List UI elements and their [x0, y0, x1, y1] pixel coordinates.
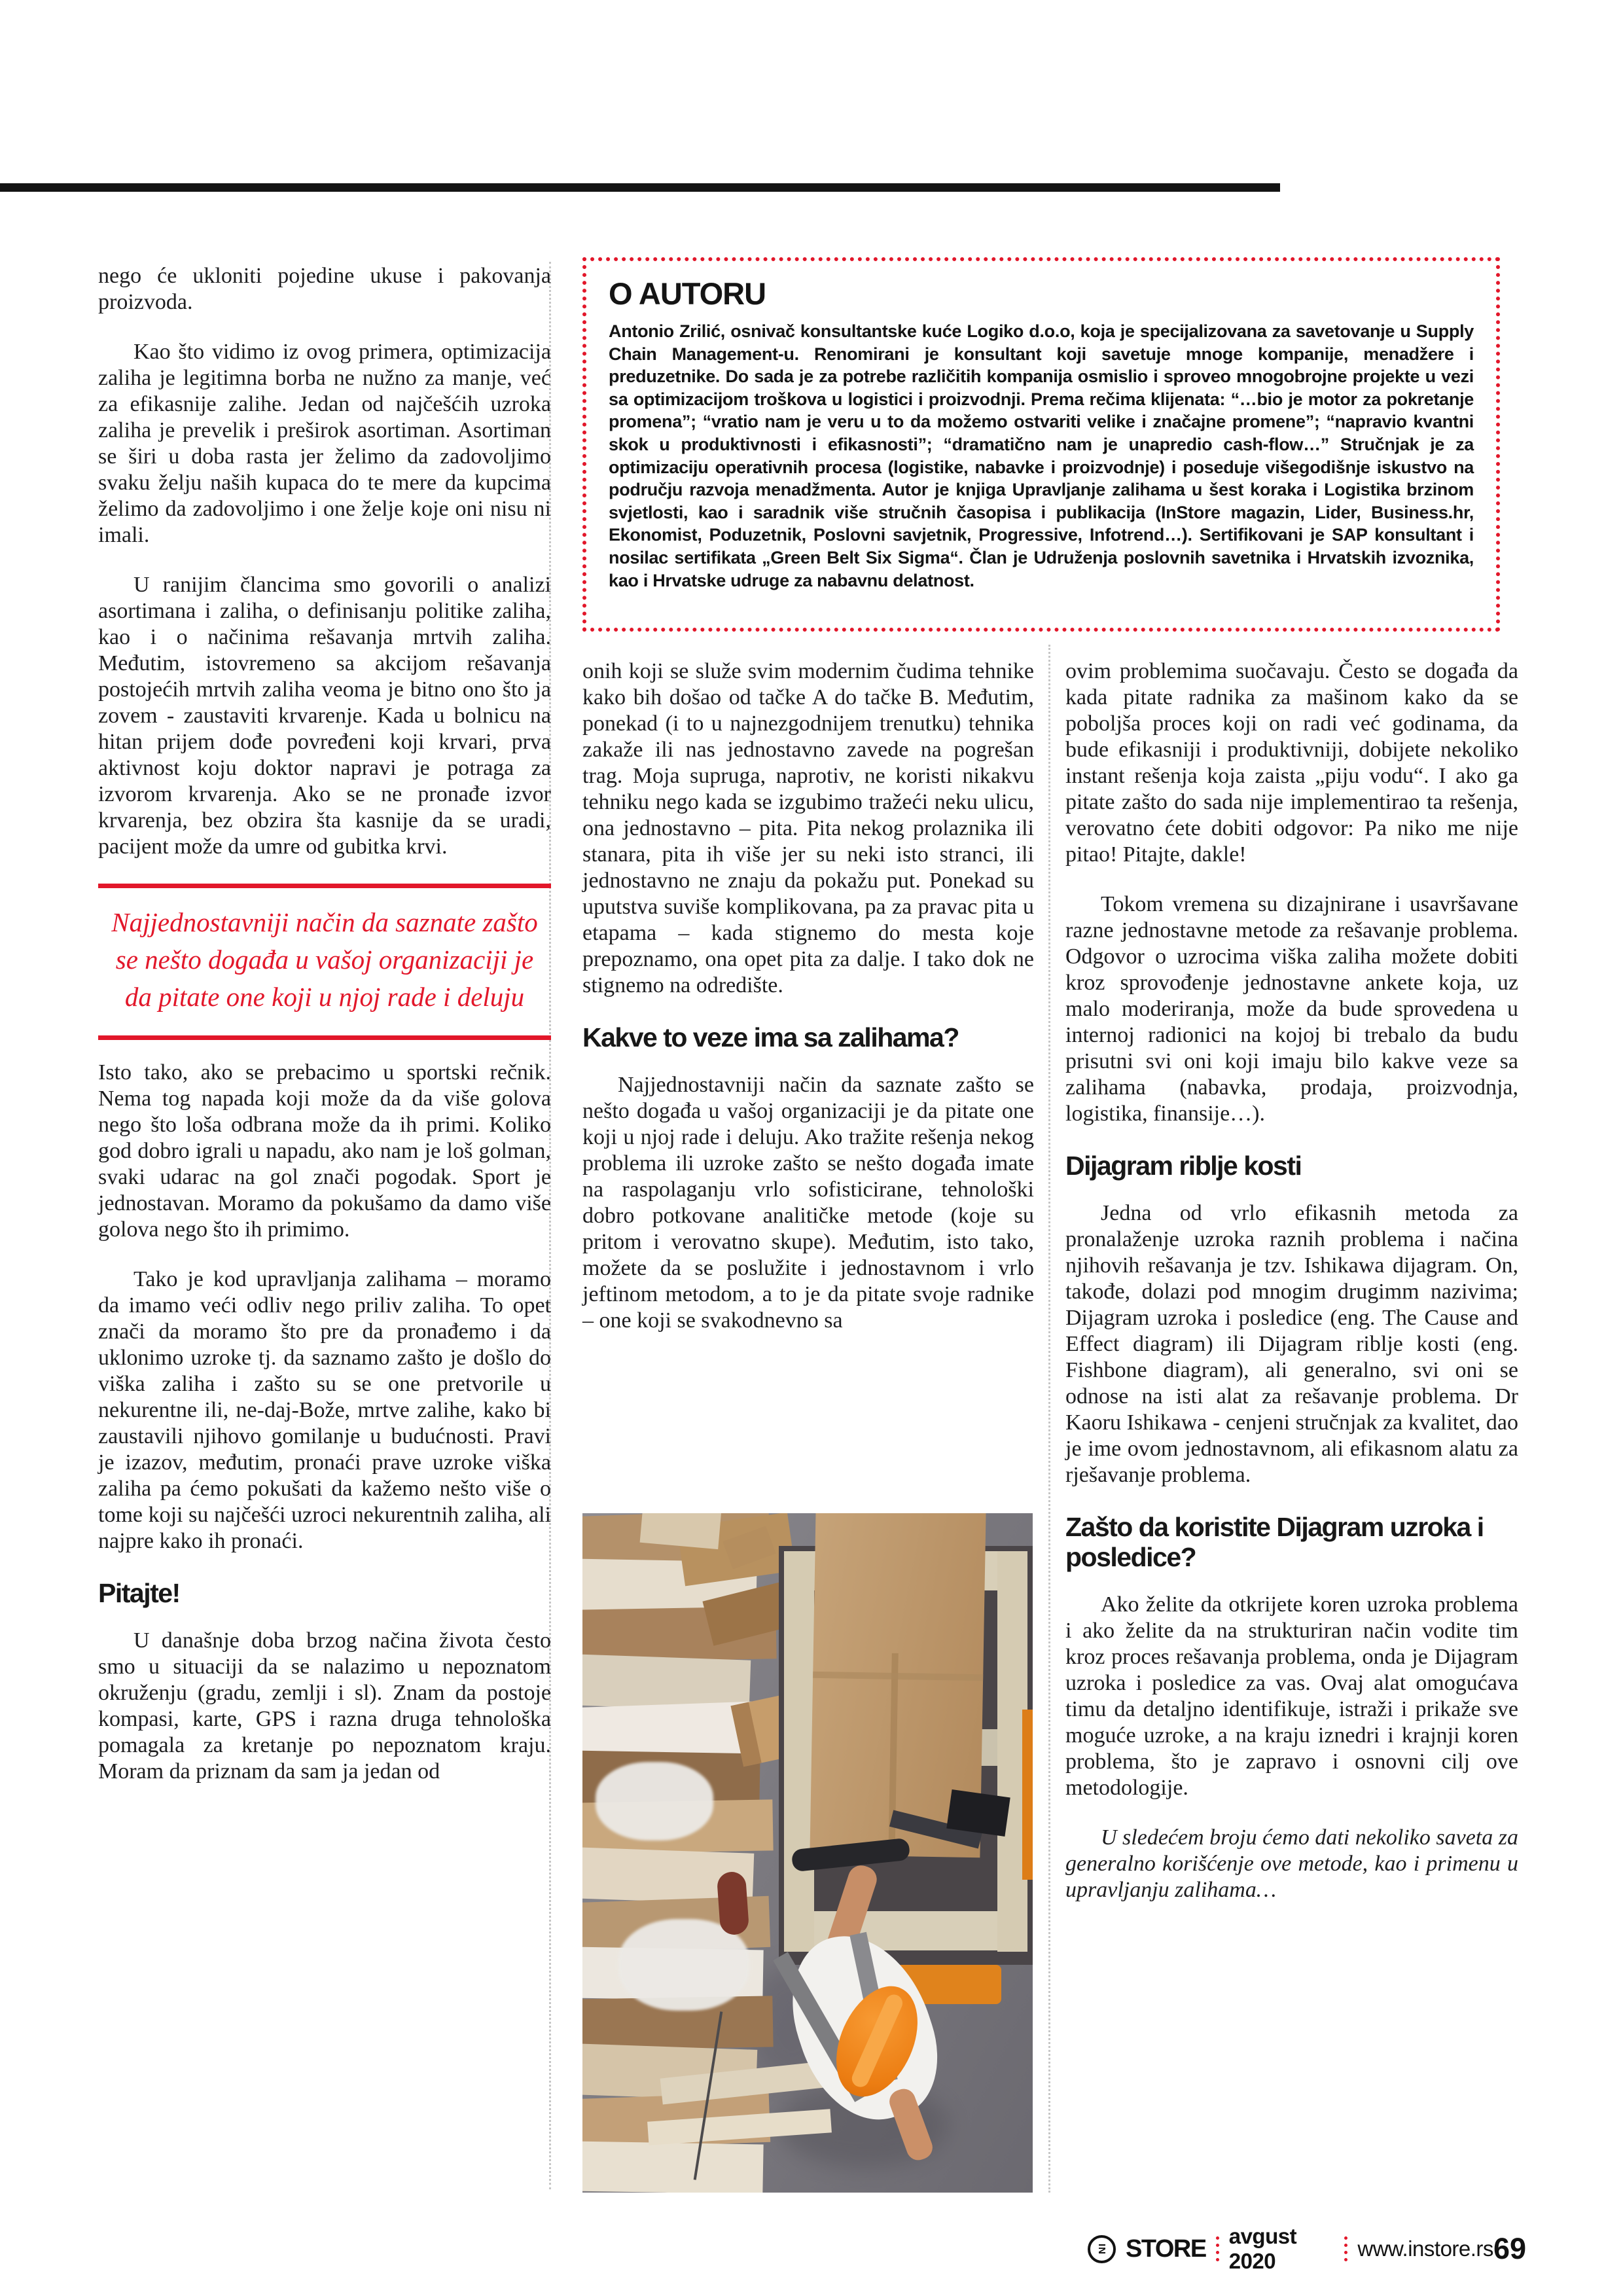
- pull-quote: [98, 884, 551, 1040]
- footer-separator: [1344, 2236, 1347, 2261]
- section-heading-pitajte: Pitajte!: [98, 1578, 180, 1608]
- website-url: www.instore.rs: [1357, 2236, 1493, 2261]
- paragraph: Najjednostavniji način da saznate zašto se nešto događa u vašoj organizaciji je da pitate one koji u njoj rade i deluju. Ako tražite rešenja nekog problema ili uzroke zašto se nešto događa imate na raspolaganju vrlo sofisticirane, tehnološki dobro potkovane analitičke metode (koje su pritom i verovatno skupe). Međutim, isto tako, možete da se poslužite i jednostavnom i vrlo jeftinom metodom, a to je da pitate svoje radnike – one koji se svakodnevno sa: [582, 1073, 1034, 1333]
- about-author-box: [582, 257, 1500, 632]
- pull-quote-text: Najjednostavniji način da saznate zašto se nešto događa u vašoj organizaciji je da pitate one koji u njoj rade i deluju: [111, 907, 538, 1012]
- footer-separator: [1216, 2236, 1219, 2261]
- header-rule: [0, 183, 1280, 192]
- paragraph: ovim problemima suočavaju. Često se događa da kada pitate radnika za mašinom kako da se poboljša proces koji on radi već godinama, da bude efikasniji i produktivniji, dobijete nekoliko instant rešenja koja zaista „piju vodu“. I ako ga pitate zašto do sada nije implementirao ta rešenja, verovatno ćete dobiti odgovor: Pa niko me nije pitao! Pitajte, dakle!: [1065, 659, 1518, 867]
- paragraph: Tokom vremena su dizajnirane i usavršavane razne jednostavne metode za rešavanje problema. Odgovor o uzrocima viška zaliha možete dobiti kroz sprovođenje jednostavne ankete koja, uz malo moderiranja, može da bude sprovedena u internoj radionici na kojoj bi trebalo da budu prisutni svi oni koji imaju bilo kakve veze sa zalihama (nabavka, prodaja, proizvodnja, logistika, finansije…).: [1065, 892, 1518, 1126]
- footer-brand-row: [1088, 2224, 1493, 2274]
- paragraph: Kao što vidimo iz ovog primera, optimizacija zaliha je legitimna borba ne nužno za manje, već za efikasnije zalihe. Jedan od najčešćih uzroka zaliha je prevelik i preširok asortiman. Asortiman se širi u doba rasta jer želimo da zadovoljimo svaku želju naših kupaca do te mere da kupcima želimo da zadovoljimo i one želje koje oni nisu ni imali.: [98, 340, 551, 547]
- paragraph: Isto tako, ako se prebacimo u sportski rečnik. Nema tog napada koji može da da više golova nego što loša odbrana može da ih primi. Koliko god dobro igrali u napadu, ako nam je loš golman, svaki udarac na gol znači pogodak. Sport je jednostavan. Moramo da pokušamo da damo više golova nego što ih primimo.: [98, 1060, 551, 1242]
- paragraph: Jedna od vrlo efikasnih metoda za pronalaženje uzroka raznih problema i načina njihovih rešavanja je tzv. Ishikawa dijagram. On, takođe, dolazi pod mnogim drugimm nazivima; Dijagram uzroka i posledice (eng. The Cause and Effect diagram) ili Dijagram riblje kosti (eng. Fishbone diagram), ali generalno, svi oni se odnose na isti alat za rešavanje problema. Dr Kaoru Ishikawa - cenjeni stručnjak za kvalitet, dao je ime ovom jednostavnom, ali efikasnom alatu za rješavanje problema.: [1065, 1201, 1518, 1487]
- section-heading-zalihe: Kakve to veze ima sa zalihama?: [582, 1022, 959, 1052]
- issue-date: avgust 2020: [1228, 2224, 1297, 2273]
- warehouse-photo: [582, 1513, 1033, 2193]
- paragraph: U ranijim člancima smo govorili o analizi asortimana i zaliha, o definisanju politike zaliha, kao i o načinima rešavanja mrtvih zaliha. Međutim, istovremeno sa akcijom rešavanja postojećih mrtvih zaliha veoma je bitno ono što ja zovem - zaustaviti krvarenje. Kada u bolnicu na hitan prijem dođe povređeni koji krvari, prva aktivnost koju doktor napravi je potraga za izvorom krvarenja. Ako se ne pronađe izvor krvarenja, bez obzira šta kasnije da se uradi, pacijent može da umre od gubitka krvi.: [98, 573, 551, 859]
- logo-monogram: IN: [1096, 2243, 1107, 2255]
- column-right: [1065, 658, 1518, 1927]
- page-footer: [1088, 2224, 1526, 2273]
- paragraph: nego će ukloniti pojedine ukuse i pakovanja proizvoda.: [98, 264, 551, 314]
- section-heading-fishbone: Dijagram riblje kosti: [1065, 1151, 1302, 1181]
- about-author-title: O AUTORU: [609, 276, 766, 311]
- about-author-text: Antonio Zrilić, osnivač konsultantske kuće Logiko d.o.o, koja je specijalizovana za savetovanje u Supply Chain Management-u. Renomirani je konsultant koji savetuje mnoge kompanije, menadžere i preduzetnike. Do sada je za potrebe različitih kompanija osmislio i sproveo mnogobrojne projekte u vezi sa optimizacijom troškova u logistici i proizvodnji. Prema rečima klijenata: “…bio je motor za pokretanje promena”; “vratio nam je veru u to da možemo ostvariti velike i značajne promene”; “napravio kvantni skok u produktivnosti i efikasnosti”; “dramatično nam je unapredio cash-flow…” Stručnjak je za optimizaciju operativnih procesa (logistike, nabavke i proizvodnje) i poseduje višegodišnje iskustvo na području razvoja menadžmenta. Autor je knjiga Upravljanje zalihama u šest koraka i Logistika brzinom svjetlosti, kao i saradnik više stručnih časopisa i publikacija (InStore magazin, Lider, Business.hr, Ekonomist, Poduzetnik, Poslovni savjetnik, Progressive, Infotrend…). Sertifikovani je SAP konsultant i nosilac sertifikata „Green Belt Six Sigma“. Član je Udruženja poslovnih savetnika i Hrvatskih izvoznika, kao i Hrvatske udruge za nabavnu delatnost.: [609, 321, 1474, 590]
- closing-note: U sledećem broju ćemo dati nekoliko saveta za generalno korišćenje ove metode, kao i primenu u upravljanju zalihama…: [1065, 1825, 1518, 1902]
- worker-hand: [886, 2086, 936, 2164]
- paragraph: Tako je kod upravljanja zalihama – moramo da imamo veći odliv nego priliv zaliha. To opet znači da moramo što pre da pronađemo i da uklonimo uzroke tj. da saznamo zašto je došlo do viška zaliha i zašto su se one pretvorile u nekurentne ili, ne-daj-Bože, mrtve zalihe, kako bi zaustavili njihovo gomilanje u budućnosti. Pravi je izazov, međutim, pronaći prave uzroke viška zaliha pa ćemo pokušati da kažemo nešto više o tome koji su najčešći uzroci nekurentnih zaliha, ali najpre kako ih pronaći.: [98, 1267, 551, 1553]
- hard-hat-ridge: [849, 1992, 906, 2089]
- page-number: 69: [1493, 2232, 1526, 2265]
- column-left: [98, 263, 551, 1808]
- magazine-brand: STORE: [1126, 2234, 1206, 2263]
- column-divider-right: [1048, 645, 1050, 2193]
- worker: [582, 1513, 1033, 2193]
- paragraph: U današnje doba brzog načina života često smo u situaciji da se nalazimo u nepoznatom okruženju (gradu, zemlji i sl). Znam da postoje kompasi, karte, GPS i razna druga tehnološka pomagala za kretanje po nepoznatom kraju. Moram da priznam da sam ja jedan od: [98, 1628, 551, 1784]
- column-middle: [582, 658, 1034, 1357]
- paragraph: Ako želite da otkrijete koren uzroka problema i ako želite da na strukturiran način vodite tim kroz proces rešavanja problema, onda je Dijagram uzroka i posledice za vas. Ovaj alat omogućava timu da detaljno identifikuje, istraži i prikaže sve moguće uzroke, a na kraju iznedri i krajnji koren problema, što je zapravo i osnovni cilj ove metodologije.: [1065, 1592, 1518, 1800]
- instore-logo-icon: [1088, 2235, 1116, 2263]
- paragraph: onih koji se služe svim modernim čudima tehnike kako bih došao od tačke A do tačke B. Međutim, ponekad (i to u najnezgodnijem trenutku) tehnika zakaže ili nas jednostavno zavede na pogrešan trag. Moja supruga, naprotiv, ne koristi nikakvu tehniku nego kada se izgubimo tražeći neku ulicu, ona jednostavno – pita. Pita nekog prolaznika ili stanara, pita ih više jer su neki isto stranci, ili jednostavno ne znaju da pokažu put. Ponekad su uputstva suviše komplikovana, pa za pravac pita u etapama – kada stignemo do mesta koje prepoznamo, ona opet pita za dalje. I tako dok ne stignemo na odredište.: [582, 659, 1034, 997]
- section-heading-why-diagram: Zašto da koristite Dijagram uzroka i posledice?: [1065, 1512, 1484, 1572]
